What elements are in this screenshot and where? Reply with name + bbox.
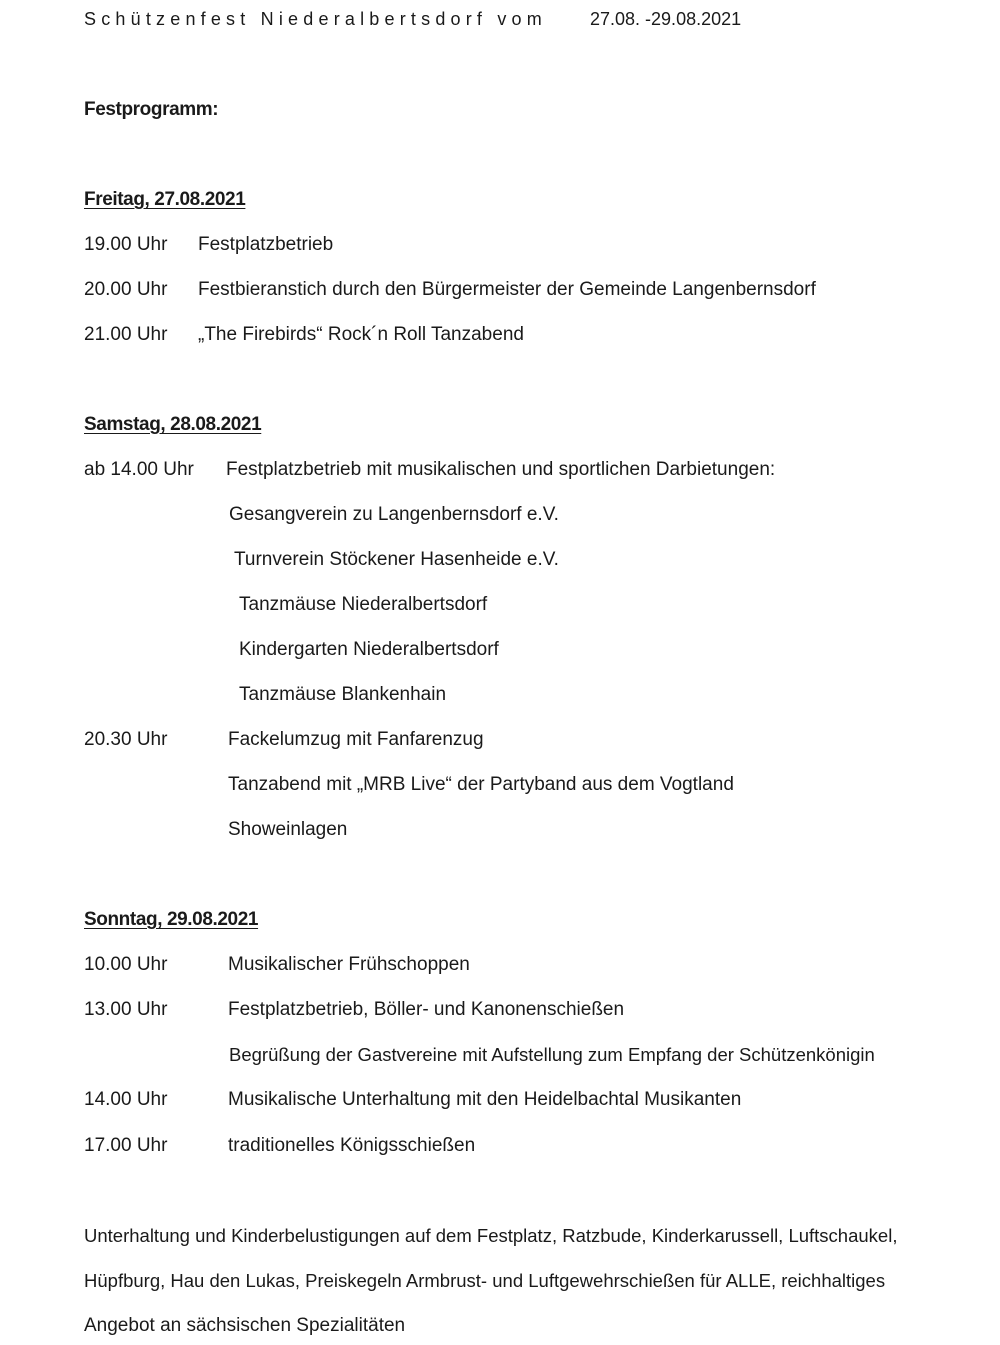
- schedule-item: Musikalischer Frühschoppen: [228, 954, 470, 975]
- schedule-time: 10.00 Uhr: [84, 954, 168, 975]
- schedule-item: Festplatzbetrieb mit musikalischen und sportlichen Darbietungen:: [226, 459, 776, 480]
- schedule-item: Festbieranstich durch den Bürgermeister der Gemeinde Langenbernsdorf: [198, 279, 816, 300]
- performer-item: Tanzmäuse Niederalbertsdorf: [239, 594, 488, 615]
- schedule-time: 21.00 Uhr: [84, 324, 168, 345]
- schedule-item: Begrüßung der Gastvereine mit Aufstellung zum Empfang der Schützenkönigin: [229, 1044, 875, 1065]
- day-heading-friday: Freitag, 27.08.2021: [84, 189, 246, 210]
- event-dates: 27.08. -29.08.2021: [590, 9, 742, 29]
- program-title: Festprogramm:: [84, 99, 219, 120]
- schedule-item: Showeinlagen: [228, 819, 348, 840]
- day-heading-sunday: Sonntag, 29.08.2021: [84, 909, 259, 930]
- schedule-time: 20.00 Uhr: [84, 279, 168, 300]
- performer-item: Kindergarten Niederalbertsdorf: [239, 639, 499, 660]
- schedule-item: Festplatzbetrieb: [198, 234, 334, 255]
- schedule-item: „The Firebirds“ Rock´n Roll Tanzabend: [198, 324, 524, 345]
- footer-line: Hüpfburg, Hau den Lukas, Preiskegeln Armbrust- und Luftgewehrschießen für ALLE, reichhaltiges: [84, 1270, 886, 1291]
- schedule-item: traditionelles Königsschießen: [228, 1135, 476, 1156]
- schedule-time: 20.30 Uhr: [84, 729, 168, 750]
- day-heading-saturday: Samstag, 28.08.2021: [84, 414, 262, 435]
- performer-item: Gesangverein zu Langenbernsdorf e.V.: [229, 504, 559, 525]
- schedule-item: Musikalische Unterhaltung mit den Heidelbachtal Musikanten: [228, 1089, 742, 1110]
- schedule-item: Fackelumzug mit Fanfarenzug: [228, 729, 484, 750]
- schedule-time: 14.00 Uhr: [84, 1089, 168, 1110]
- event-title: Schützenfest Niederalbertsdorf vom: [84, 9, 547, 29]
- schedule-time: ab 14.00 Uhr: [84, 459, 194, 480]
- schedule-time: 13.00 Uhr: [84, 999, 168, 1020]
- schedule-item: Festplatzbetrieb, Böller- und Kanonenschießen: [228, 999, 625, 1020]
- schedule-item: Tanzabend mit „MRB Live“ der Partyband aus dem Vogtland: [228, 774, 734, 795]
- footer-line: Unterhaltung und Kinderbelustigungen auf dem Festplatz, Ratzbude, Kinderkarussell, Luftschaukel,: [84, 1225, 898, 1246]
- footer-line: Angebot an sächsischen Spezialitäten: [84, 1315, 406, 1336]
- performer-item: Tanzmäuse Blankenhain: [239, 684, 447, 705]
- performer-item: Turnverein Stöckener Hasenheide e.V.: [234, 549, 559, 570]
- schedule-time: 17.00 Uhr: [84, 1135, 168, 1156]
- schedule-time: 19.00 Uhr: [84, 234, 168, 255]
